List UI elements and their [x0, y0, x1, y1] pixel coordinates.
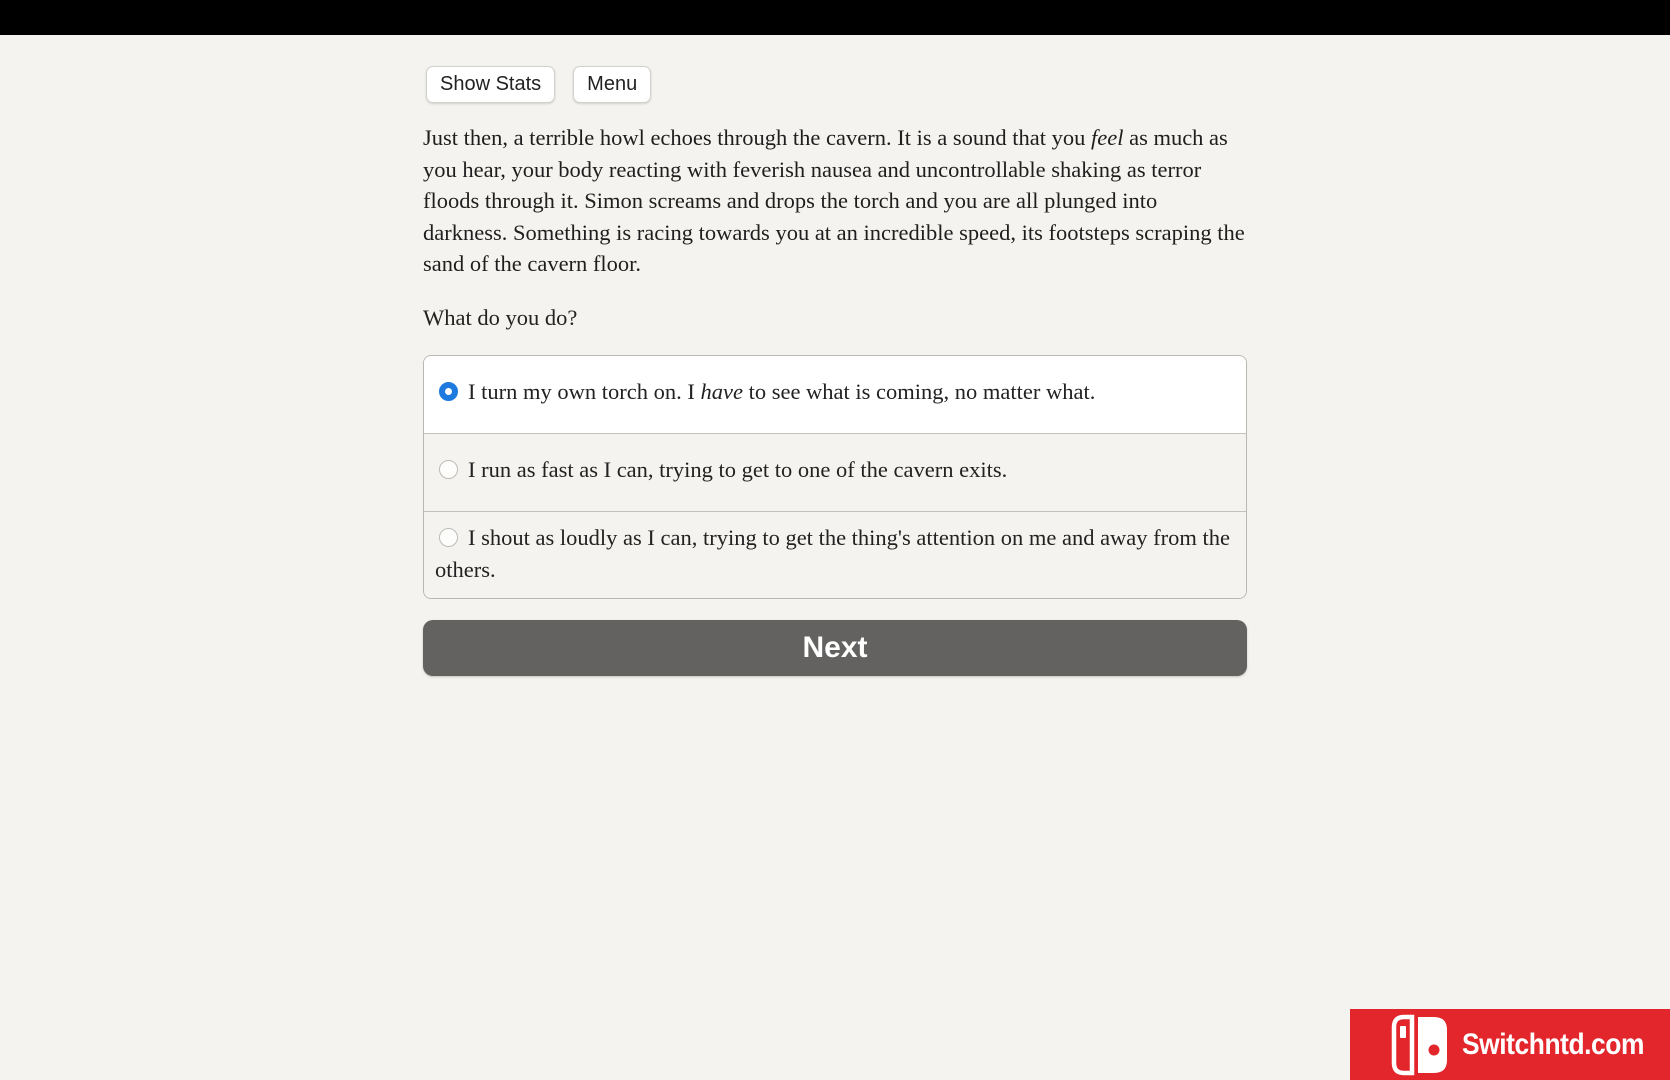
story-text-emphasis: feel: [1090, 125, 1124, 150]
radio-selected-icon[interactable]: [439, 382, 458, 401]
choice-option-3[interactable]: [424, 511, 1246, 598]
choice-2-text: I run as fast as I can, trying to get to one of the cavern exits.: [468, 456, 1008, 482]
watermark-text: Switchntd.com: [1462, 1028, 1645, 1061]
top-black-bar: [0, 0, 1670, 35]
choice-option-1[interactable]: [424, 356, 1246, 433]
choice-1-text-part2: to see what is coming, no matter what.: [742, 378, 1096, 404]
header-buttons: [426, 66, 1247, 103]
question-prompt: What do you do?: [423, 304, 578, 330]
radio-unselected-icon[interactable]: [439, 528, 458, 547]
game-content: [423, 66, 1247, 676]
watermark-banner: [1350, 1009, 1670, 1080]
story-text-part2: as much as you hear, your body reacting with feverish nausea and uncontrollable shaking as terror floods through it. Simon screams and drops the torch and you are all plunged into darkness. Something is racing towards you at an incredible speed, its footsteps scraping the sand of the cavern floor.: [423, 125, 1245, 277]
story-text: [423, 122, 1247, 280]
choice-3-text: I shout as loudly as I can, trying to get the thing's attention on me and away from the others.: [435, 524, 1231, 582]
choice-list: [423, 355, 1247, 599]
show-stats-button[interactable]: Show Stats: [426, 66, 555, 103]
choice-1-text-part1: I turn my own torch on. I: [468, 378, 701, 404]
story-paragraph: [423, 122, 1247, 280]
next-button[interactable]: Next: [423, 620, 1247, 676]
radio-unselected-icon[interactable]: [439, 460, 458, 479]
story-text-part1: Just then, a terrible howl echoes through the cavern. It is a sound that you: [423, 125, 1091, 150]
choice-option-2[interactable]: [424, 433, 1246, 511]
choice-1-text-emphasis: have: [700, 378, 743, 404]
menu-button[interactable]: Menu: [573, 66, 651, 103]
switch-logo-icon: [1388, 1012, 1454, 1078]
